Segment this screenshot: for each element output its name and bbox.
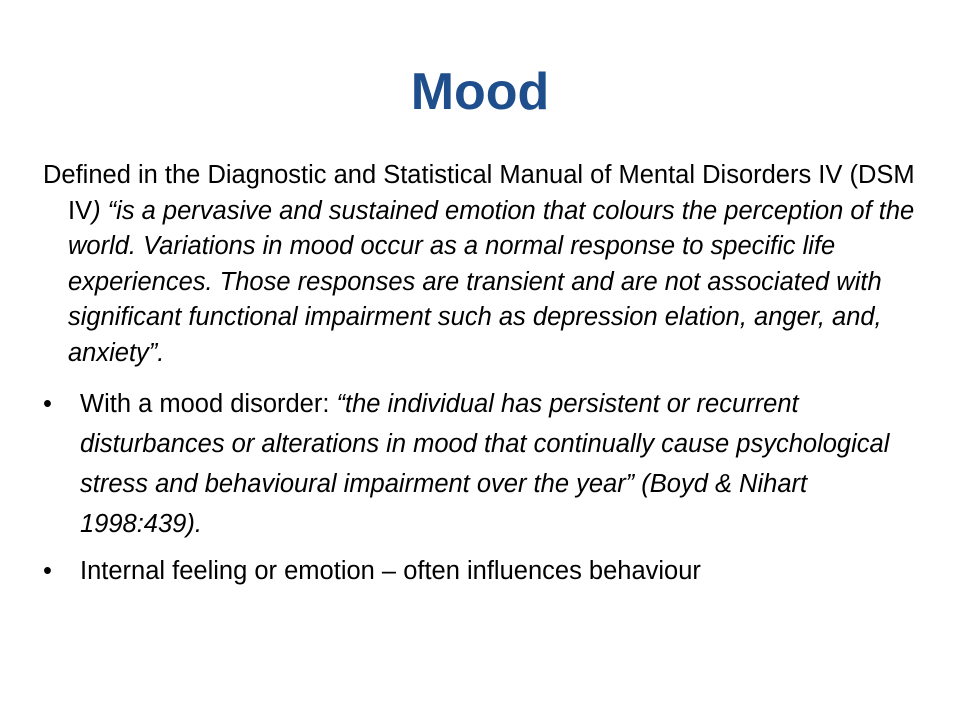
bullet-item-mood-disorder xyxy=(43,384,923,544)
bullet-item-internal-feeling xyxy=(43,554,923,589)
definition-lead: Defined in the Diagnostic and Statistical Manual of Mental Disorders IV (DSM IV xyxy=(43,161,915,225)
definition-paragraph xyxy=(43,158,923,371)
bullet-list xyxy=(43,384,923,589)
bullet-lead: With a mood disorder: xyxy=(80,390,337,418)
bullet-quote: “the individual has persistent or recurrent disturbances or alterations in mood that continually cause psychological stress and behavioural impairment over the year” (Boyd & Nihart 1998:439). xyxy=(80,390,890,538)
bullet-text: Internal feeling or emotion – often influences behaviour xyxy=(80,557,701,585)
bullet-marker: • xyxy=(43,557,52,585)
slide-body xyxy=(43,158,923,589)
bullet-marker: • xyxy=(43,390,52,418)
definition-quote: ) “is a pervasive and sustained emotion that colours the perception of the world. Variations in mood occur as a normal response to specific life experiences. Those responses are transient and are not associated with significant functional impairment such as depression elation, anger, and, anxiety”. xyxy=(68,196,915,367)
slide-title: Mood xyxy=(410,63,550,121)
